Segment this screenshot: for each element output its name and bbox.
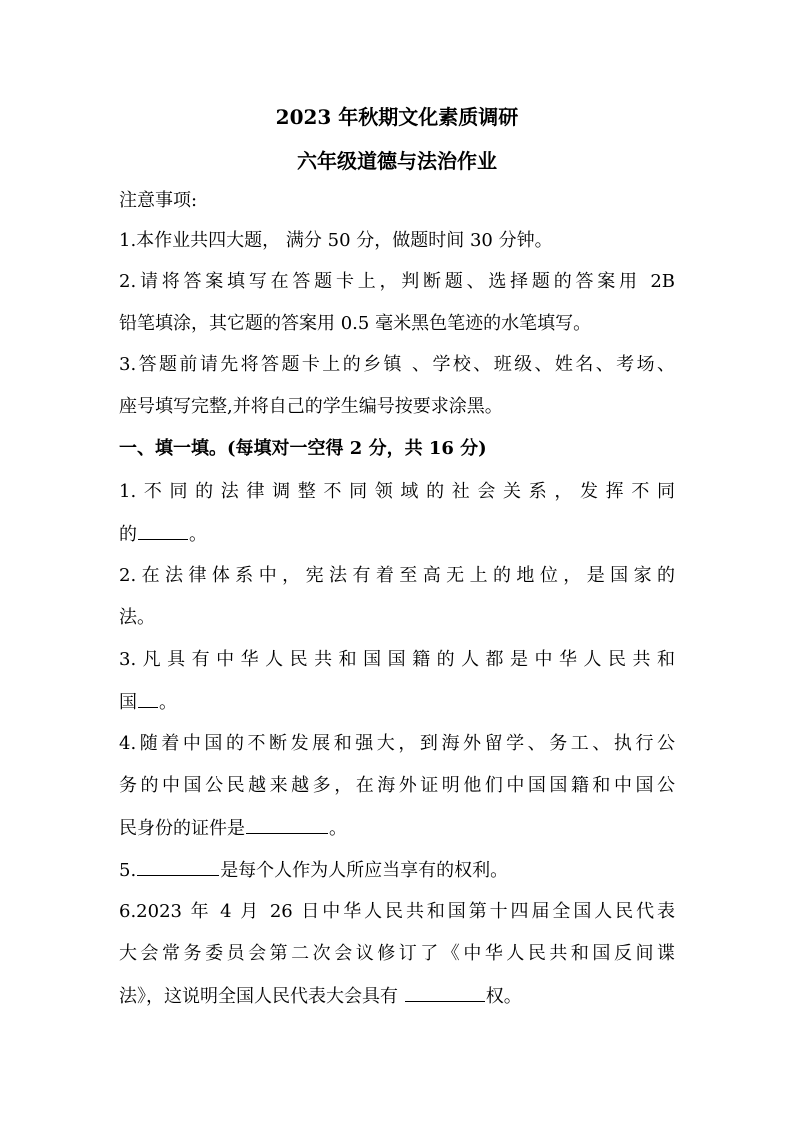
question-3-prefix: 国 — [119, 692, 137, 713]
section-1-heading: 一、填一填。(每填对一空得 2 分，共 16 分) — [119, 438, 487, 459]
question-2-line-2: 法。 — [119, 607, 155, 628]
question-1-line-1: 1.不同的法律调整不同领域的社会关系，发挥不同 — [119, 481, 675, 502]
question-3-line-2 — [119, 687, 675, 718]
question-6-prefix: 法》，这说明全国人民代表大会具有 — [119, 986, 404, 1007]
question-6-suffix: 权。 — [485, 986, 522, 1007]
document-title: 2023 年秋期文化素质调研 — [275, 105, 519, 129]
document-subtitle: 六年级道德与法治作业 — [297, 149, 497, 173]
question-2-line-1: 2.在法律体系中，宪法有着至高无上的地位，是国家的 — [119, 565, 675, 586]
question-6-line-1: 6.2023 年 4 月 26 日中华人民共和国第十四届全国人民代表 — [119, 901, 675, 922]
question-4-line-3 — [119, 813, 675, 844]
notice-item-1: 1.本作业共四大题， 满分 50 分，做题时间 30 分钟。 — [119, 230, 553, 251]
question-5-prefix: 5. — [119, 860, 137, 881]
question-1-line-2 — [119, 519, 675, 550]
notice-item-2-line-1: 2.请将答案填写在答题卡上，判断题、选择题的答案用 2B — [119, 271, 675, 292]
answer-blank — [246, 813, 328, 834]
question-3-suffix: 。 — [159, 692, 177, 713]
question-4-prefix: 民身份的证件是 — [119, 818, 245, 839]
answer-blank — [138, 519, 188, 540]
question-6-line-3 — [119, 981, 675, 1012]
answer-blank — [138, 687, 158, 708]
notice-item-3-line-2: 座号填写完整,并将自己的学生编号按要求涂黑。 — [119, 396, 503, 417]
question-3-line-1: 3.凡具有中华人民共和国国籍的人都是中华人民共和 — [119, 649, 675, 670]
question-4-line-2: 务的中国公民越来越多，在海外证明他们中国国籍和中国公 — [119, 775, 675, 796]
answer-blank — [137, 855, 219, 876]
question-6-line-2: 大会常务委员会第二次会议修订了《中华人民共和国反间谍 — [119, 943, 675, 964]
answer-blank — [405, 981, 485, 1002]
notice-heading: 注意事项: — [119, 190, 198, 211]
question-1-suffix: 。 — [189, 524, 207, 545]
question-5-suffix: 是每个人作为人所应当享有的权利。 — [220, 860, 509, 881]
question-4-line-1: 4.随着中国的不断发展和强大，到海外留学、务工、执行公 — [119, 733, 675, 754]
notice-item-3-line-1: 3.答题前请先将答题卡上的乡镇 、学校、班级、姓名、考场、 — [119, 354, 675, 375]
question-4-suffix: 。 — [329, 818, 347, 839]
question-5 — [119, 855, 675, 886]
notice-item-2-line-2: 铅笔填涂，其它题的答案用 0.5 毫米黑色笔迹的水笔填写。 — [119, 313, 592, 334]
question-1-prefix: 的 — [119, 524, 137, 545]
